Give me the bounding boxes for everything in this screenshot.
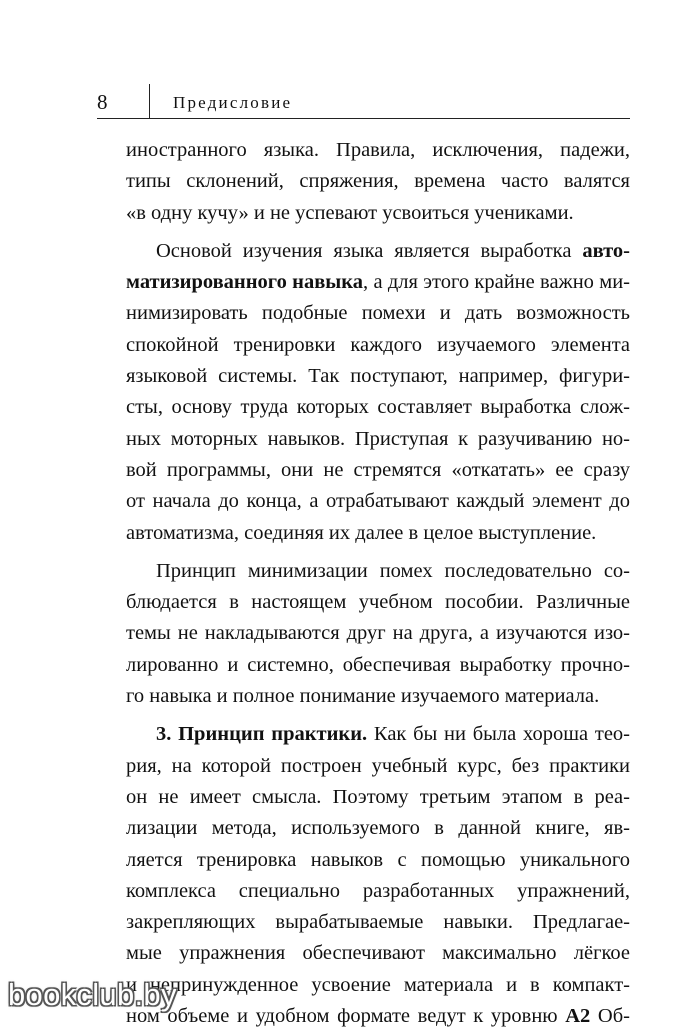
text-line xyxy=(126,267,630,298)
text-line xyxy=(126,1001,630,1032)
text-run: ляется тренировка навыков с помощью уникального xyxy=(126,848,630,871)
text-run: го навыка и полное понимание изучаемого материала. xyxy=(126,685,600,708)
text-line xyxy=(126,392,630,423)
text-line xyxy=(126,907,630,938)
text-line xyxy=(126,618,630,649)
running-head xyxy=(97,84,630,119)
bold-text: A2 xyxy=(565,1005,591,1028)
text-run: от начала до конца, а отрабатывают каждый элемент до xyxy=(126,490,630,513)
header-divider xyxy=(149,84,150,118)
text-run: комплекса специально разработанных упражнений, xyxy=(126,879,630,902)
text-line xyxy=(126,719,630,750)
text-run: Основой изучения языка является выработка xyxy=(156,239,583,262)
text-run: , а для этого крайне важно ми- xyxy=(363,271,630,294)
text-line xyxy=(126,587,630,618)
text-run: закрепляющих вырабатываемые навыки. Предлагае- xyxy=(126,911,630,934)
text-run: Принцип минимизации помех последовательно со- xyxy=(156,559,630,582)
text-run: рия, на которой построен учебный курс, без практики xyxy=(126,754,630,777)
text-run: типы склонений, спряжения, времена часто валятся xyxy=(126,170,630,193)
text-run: он не имеет смысла. Поэтому третьим этапом в реа- xyxy=(126,785,630,808)
body-text xyxy=(126,135,630,1032)
text-run: языковой системы. Так поступают, например, фигури- xyxy=(126,365,630,388)
text-line xyxy=(126,486,630,517)
text-run: Об- xyxy=(590,1005,630,1028)
text-run: вой программы, они не стремятся «откатать» ее сразу xyxy=(126,458,630,481)
text-line xyxy=(126,198,630,229)
text-line xyxy=(126,166,630,197)
text-line xyxy=(126,361,630,392)
text-line xyxy=(126,298,630,329)
text-run: спокойной тренировки каждого изучаемого элемента xyxy=(126,333,630,356)
text-line xyxy=(126,876,630,907)
text-run: темы не накладываются друг на друга, а изучаются изо- xyxy=(126,622,630,645)
text-run: сты, основу труда которых составляет выработка слож- xyxy=(126,396,630,419)
text-line xyxy=(126,650,630,681)
text-line xyxy=(126,681,630,712)
text-run: нимизировать подобные помехи и дать возможность xyxy=(126,302,630,325)
bold-text: матизированного навыка xyxy=(126,271,364,294)
text-line xyxy=(126,455,630,486)
text-run: блюдается в настоящем учебном пособии. Различные xyxy=(126,591,630,614)
section-title: Предисловие xyxy=(173,93,293,112)
text-line xyxy=(126,938,630,969)
text-line xyxy=(126,518,630,549)
page-number: 8 xyxy=(97,90,108,114)
bold-text: авто- xyxy=(582,239,630,262)
text-line xyxy=(126,330,630,361)
bold-text: 3. Принцип практики. xyxy=(156,723,368,746)
text-line xyxy=(126,845,630,876)
text-line xyxy=(126,556,630,587)
text-line xyxy=(126,424,630,455)
text-line xyxy=(126,813,630,844)
watermark-logo: bookclub.by xyxy=(8,977,177,1012)
text-run: мые упражнения обеспечивают максимально лёгкое xyxy=(126,942,630,965)
text-run: иностранного языка. Правила, исключения, падежи, xyxy=(126,139,630,161)
text-run: лированно и системно, обеспечивая выработку прочно- xyxy=(126,653,630,676)
text-run: ном объеме и удобном формате ведут к уровню xyxy=(126,1005,566,1028)
paragraph xyxy=(126,556,630,712)
text-line xyxy=(126,135,630,166)
text-run: лизации метода, используемого в данной книге, яв- xyxy=(126,817,630,840)
text-line xyxy=(126,751,630,782)
text-run: и непринужденное усвоение материала и в компакт- xyxy=(126,973,630,996)
text-line xyxy=(126,782,630,813)
text-run: автоматизма, соединяя их далее в целое выступление. xyxy=(126,521,597,544)
text-run: ных моторных навыков. Приступая к разучиванию но- xyxy=(126,427,630,450)
text-line xyxy=(126,236,630,267)
paragraph xyxy=(126,236,630,549)
text-line xyxy=(126,970,630,1001)
text-run: «в одну кучу» и не успевают усвоиться учениками. xyxy=(126,201,574,224)
text-run: Как бы ни была хороша тео- xyxy=(367,723,630,746)
paragraph xyxy=(126,719,630,1032)
paragraph xyxy=(126,135,630,229)
